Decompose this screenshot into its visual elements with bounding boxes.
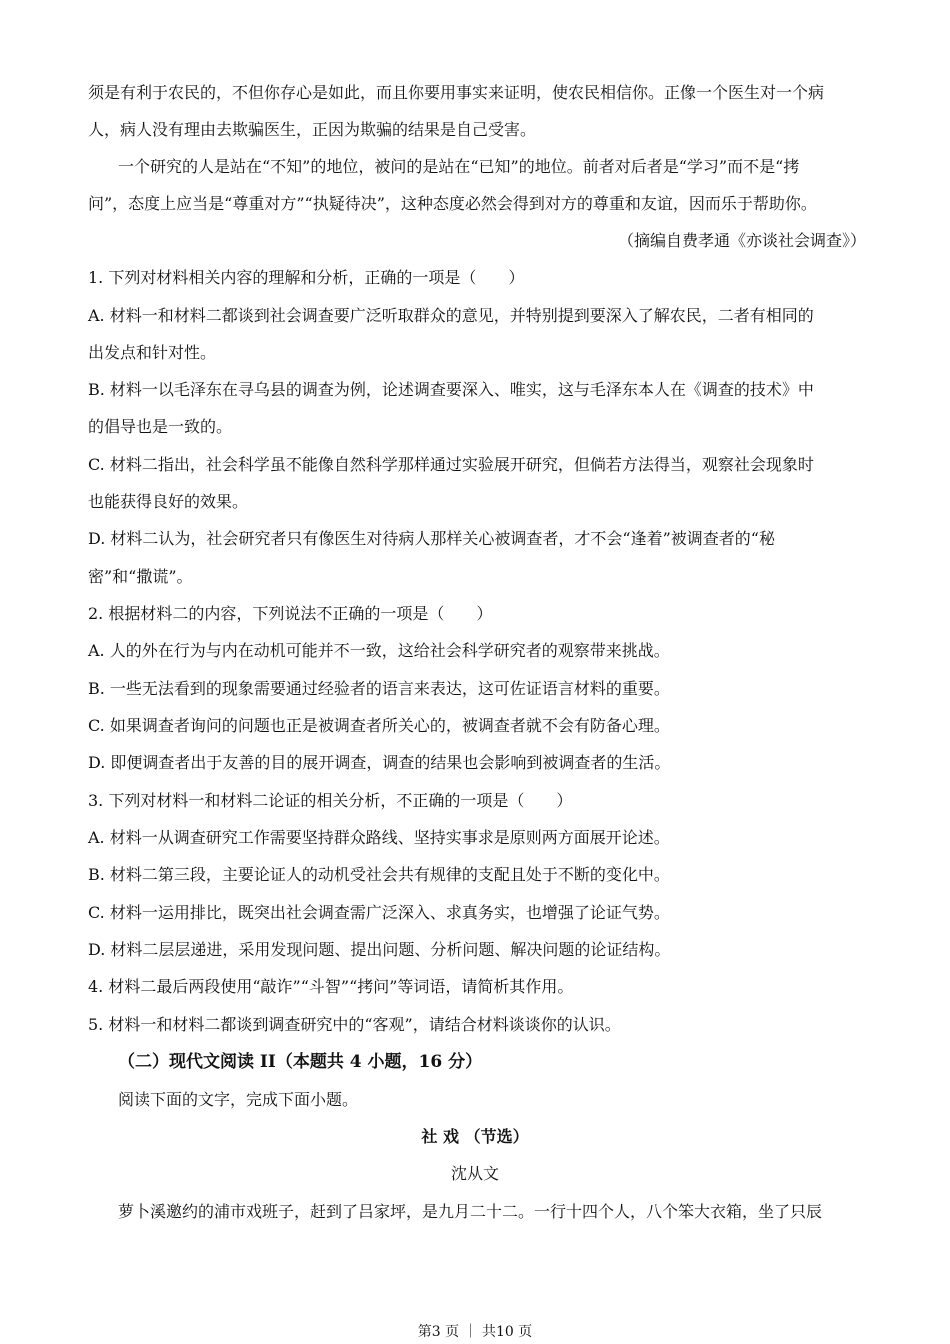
question-5: 5. 材料一和材料二都谈到调查研究中的“客观”，请结合材料谈谈你的认识。 bbox=[88, 1015, 621, 1034]
question-1-option-a-cont: 出发点和针对性。 bbox=[88, 343, 217, 362]
source-citation: （摘编自费孝通《亦谈社会调查》） bbox=[617, 231, 866, 250]
question-3-option-a: A. 材料一从调查研究工作需要坚持群众路线、坚持实事求是原则两方面展开论述。 bbox=[88, 828, 670, 847]
question-3-option-b: B. 材料二第三段，主要论证人的动机受社会共有规律的支配且处于不断的变化中。 bbox=[88, 865, 670, 884]
story-title: 社 戏 （节选） bbox=[421, 1127, 529, 1146]
question-2-stem: 2. 根据材料二的内容，下列说法不正确的一项是（ ） bbox=[88, 604, 493, 623]
question-2-option-a: A. 人的外在行为与内在动机可能并不一致，这给社会科学研究者的观察带来挑战。 bbox=[88, 641, 670, 660]
question-1-option-d-cont: 密”和“撒谎”。 bbox=[88, 567, 193, 586]
section-instruction: 阅读下面的文字，完成下面小题。 bbox=[118, 1090, 359, 1109]
question-1-stem: 1. 下列对材料相关内容的理解和分析，正确的一项是（ ） bbox=[88, 268, 525, 287]
question-2-option-b: B. 一些无法看到的现象需要通过经验者的语言来表达，这可佐证语言材料的重要。 bbox=[88, 679, 670, 698]
question-1-option-c-cont: 也能获得良好的效果。 bbox=[88, 492, 249, 511]
question-1-option-a: A. 材料一和材料二都谈到社会调查要广泛听取群众的意见，并特别提到要深入了解农民，二者有相同的 bbox=[88, 306, 814, 325]
question-2-option-c: C. 如果调查者询问的问题也正是被调查者所关心的，被调查者就不会有防备心理。 bbox=[88, 716, 670, 735]
passage-paragraph: 一个研究的人是站在“不知”的地位，被问的是站在“已知”的地位。前者对后者是“学习”而不是“拷 bbox=[118, 157, 800, 176]
question-4: 4. 材料二最后两段使用“敲诈”“斗智”“拷问”等词语，请简析其作用。 bbox=[88, 977, 574, 996]
story-first-line: 萝卜溪邀约的浦市戏班子，赶到了吕家坪，是九月二十二。一行十四个人，八个笨大衣箱，坐了只辰 bbox=[118, 1202, 823, 1221]
story-author: 沈从文 bbox=[450, 1164, 499, 1183]
question-3-stem: 3. 下列对材料一和材料二论证的相关分析，不正确的一项是（ ） bbox=[88, 791, 573, 810]
passage-line: 人，病人没有理由去欺骗医生，正因为欺骗的结果是自己受害。 bbox=[88, 120, 537, 139]
question-3-option-c: C. 材料一运用排比，既突出社会调查需广泛深入、求真务实，也增强了论证气势。 bbox=[88, 903, 670, 922]
question-1-option-b: B. 材料一以毛泽东在寻乌县的调查为例，论述调查要深入、唯实，这与毛泽东本人在《调查的技术》中 bbox=[88, 380, 814, 399]
question-1-option-b-cont: 的倡导也是一致的。 bbox=[88, 417, 233, 436]
section-heading: （二）现代文阅读 II（本题共 4 小题，16 分） bbox=[118, 1052, 483, 1072]
passage-line: 须是有利于农民的，不但你存心是如此，而且你要用事实来证明，使农民相信你。正像一个医生对一个病 bbox=[88, 83, 825, 102]
passage-line: 问”，态度上应当是“尊重对方”“执疑待决”，这种态度必然会得到对方的尊重和友谊，因而乐于帮助你。 bbox=[88, 194, 817, 213]
question-1-option-d: D. 材料二认为，社会研究者只有像医生对待病人那样关心被调查者，才不会“逢着”被调查者的“秘 bbox=[88, 529, 775, 548]
page-footer: 第3 页 ｜ 共10 页 bbox=[417, 1324, 533, 1340]
question-2-option-d: D. 即便调查者出于友善的目的展开调查，调查的结果也会影响到被调查者的生活。 bbox=[88, 753, 671, 772]
question-3-option-d: D. 材料二层层递进，采用发现问题、提出问题、分析问题、解决问题的论证结构。 bbox=[88, 940, 671, 959]
question-1-option-c: C. 材料二指出，社会科学虽不能像自然科学那样通过实验展开研究，但倘若方法得当，观察社会现象时 bbox=[88, 455, 814, 474]
